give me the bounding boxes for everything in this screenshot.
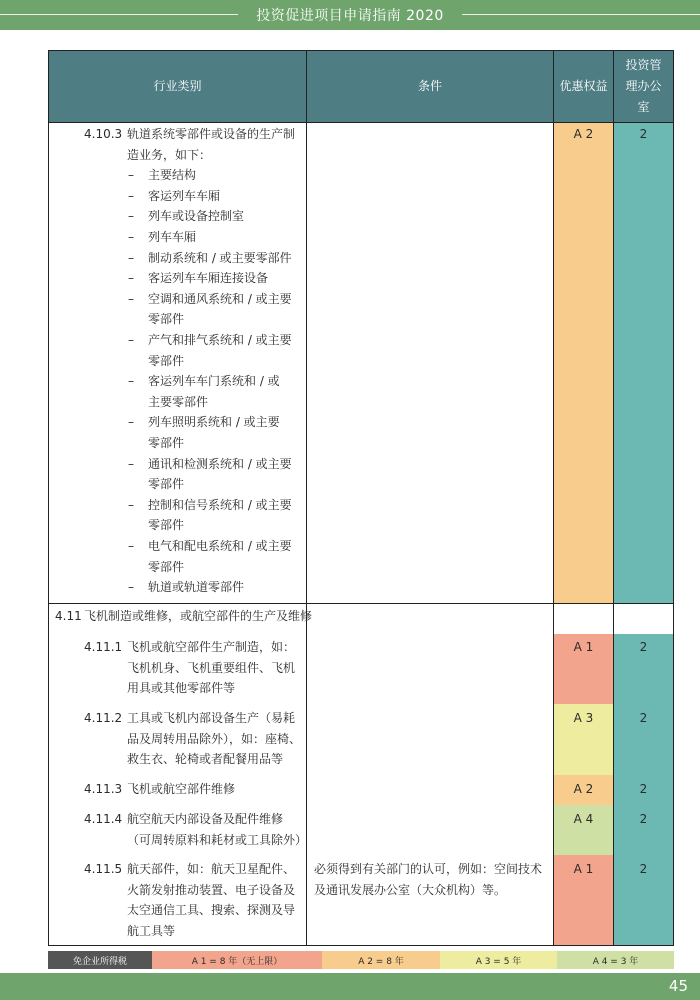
office-value: 2 xyxy=(639,127,648,141)
bottom-banner xyxy=(0,973,700,1000)
list-item: 客运列车车厢 xyxy=(148,188,221,203)
list-dash: – xyxy=(128,188,134,203)
list-item: 零部件 xyxy=(148,477,185,492)
row-text-line: 太空通信工具、搜索、探测及导 xyxy=(127,903,296,918)
list-dash: – xyxy=(128,291,134,306)
office-value: 2 xyxy=(639,862,648,876)
list-item: 零部件 xyxy=(148,559,185,574)
list-dash: – xyxy=(128,456,134,471)
row-text-line: 航空航天内部设备及配件维修 xyxy=(127,812,284,826)
section-title: 飞机制造或维修，或航空部件的生产及维修 xyxy=(84,609,313,623)
privilege-value: A 3 xyxy=(573,711,594,725)
row-text-line: 工具或飞机内部设备生产（易耗 xyxy=(127,711,296,725)
list-item: 空调和通风系统和 / 或主要 xyxy=(148,291,292,306)
list-item: 列车照明系统和 / 或主要 xyxy=(148,415,280,430)
row-code: 4.11.4 xyxy=(84,812,123,826)
office-value: 2 xyxy=(639,812,648,826)
office-value: 2 xyxy=(639,782,648,796)
row-code: 4.10.3 xyxy=(84,127,123,141)
legend-a4: A 4 = 3 年 xyxy=(557,951,674,969)
list-item: 客运列车车门系统和 / 或 xyxy=(148,374,280,389)
row-text-line: 航工具等 xyxy=(127,923,176,938)
header-divider xyxy=(48,122,674,123)
row-code: 4.11.3 xyxy=(84,782,123,796)
list-item: 零部件 xyxy=(148,436,185,450)
header-category: 行业类别 xyxy=(49,51,306,122)
legend-a2: A 2 = 8 年 xyxy=(322,951,440,969)
list-item: 列车车厢 xyxy=(148,230,197,244)
row-text-line: 航天部件，如：航天卫星配件、 xyxy=(127,862,296,876)
document-title: 投资促进项目申请指南 2020 xyxy=(256,8,444,24)
list-item: 产气和排气系统和 / 或主要 xyxy=(148,333,292,347)
list-dash: – xyxy=(128,250,134,265)
legend-label: 免企业所得税 xyxy=(48,951,152,969)
list-dash: – xyxy=(128,539,134,553)
banner-rule-right xyxy=(462,14,700,15)
row-divider xyxy=(48,603,674,604)
list-item: 电气和配电系统和 / 或主要 xyxy=(148,539,292,553)
row-code: 4.11.2 xyxy=(84,711,123,725)
header-condition: 条件 xyxy=(307,51,553,122)
column-divider xyxy=(306,50,307,946)
row-text-line: 飞机或航空部件生产制造，如： xyxy=(127,640,296,654)
office-value: 2 xyxy=(639,640,648,654)
privilege-value: A 1 xyxy=(573,862,594,876)
header-privilege: 优惠权益 xyxy=(554,51,613,122)
legend-a1: A 1 = 8 年（无上限） xyxy=(152,951,322,969)
list-dash: – xyxy=(128,230,134,244)
privilege-value: A 1 xyxy=(573,640,594,654)
privilege-value: A 2 xyxy=(573,782,594,796)
top-banner xyxy=(0,0,700,30)
list-dash: – xyxy=(128,580,134,595)
list-item: 轨道或轨道零部件 xyxy=(148,580,245,595)
row-text-line: 品及周转用品除外），如：座椅、 xyxy=(127,731,302,746)
list-item: 零部件 xyxy=(148,312,185,327)
list-item: 零部件 xyxy=(148,518,185,533)
row-title-line: 造业务，如下： xyxy=(127,147,212,162)
list-dash: – xyxy=(128,168,134,183)
header-office-line: 室 xyxy=(637,100,650,114)
privilege-value: A 4 xyxy=(573,812,594,826)
list-dash: – xyxy=(128,333,134,347)
row-title-line: 轨道系统零部件或设备的生产制 xyxy=(127,127,296,141)
row-code: 4.11.1 xyxy=(84,640,123,654)
row-text-line: 用具或其他零部件等 xyxy=(127,681,236,696)
list-dash: – xyxy=(128,271,134,286)
list-dash: – xyxy=(128,374,134,389)
row-text-line: 飞机或航空部件维修 xyxy=(127,782,236,796)
list-dash: – xyxy=(128,497,134,512)
privilege-value: A 2 xyxy=(573,127,594,141)
office-value: 2 xyxy=(639,711,648,725)
condition-text-line: 必须得到有关部门的认可，例如：空间技术 xyxy=(314,862,543,876)
section-code: 4.11 xyxy=(55,609,82,623)
list-dash: – xyxy=(128,415,134,430)
list-item: 控制和信号系统和 / 或主要 xyxy=(148,497,292,512)
banner-rule-left xyxy=(0,14,238,15)
row-text-line: 救生衣、轮椅或者配餐用品等 xyxy=(127,752,284,767)
row-code: 4.11.5 xyxy=(84,862,123,876)
header-office-line: 投资管 xyxy=(625,58,662,72)
row-text-line: （可周转原料和耗材或工具除外） xyxy=(127,832,308,847)
row-text-line: 火箭发射推动装置、电子设备及 xyxy=(127,882,296,897)
row-text-line: 飞机机身、飞机重要组件、飞机 xyxy=(127,660,296,675)
condition-text-line: 及通讯发展办公室（大众机构）等。 xyxy=(314,882,507,897)
list-item: 零部件 xyxy=(148,353,185,368)
list-item: 列车或设备控制室 xyxy=(148,209,245,224)
page-number: 45 xyxy=(668,977,688,995)
list-item: 制动系统和 / 或主要零部件 xyxy=(148,250,292,265)
list-item: 主要结构 xyxy=(148,168,197,183)
header-office-line: 理办公 xyxy=(625,79,662,93)
list-item: 客运列车车厢连接设备 xyxy=(148,271,269,286)
legend-a3: A 3 = 5 年 xyxy=(440,951,557,969)
list-item: 主要零部件 xyxy=(148,394,209,409)
list-item: 通讯和检测系统和 / 或主要 xyxy=(148,456,292,471)
list-dash: – xyxy=(128,209,134,224)
